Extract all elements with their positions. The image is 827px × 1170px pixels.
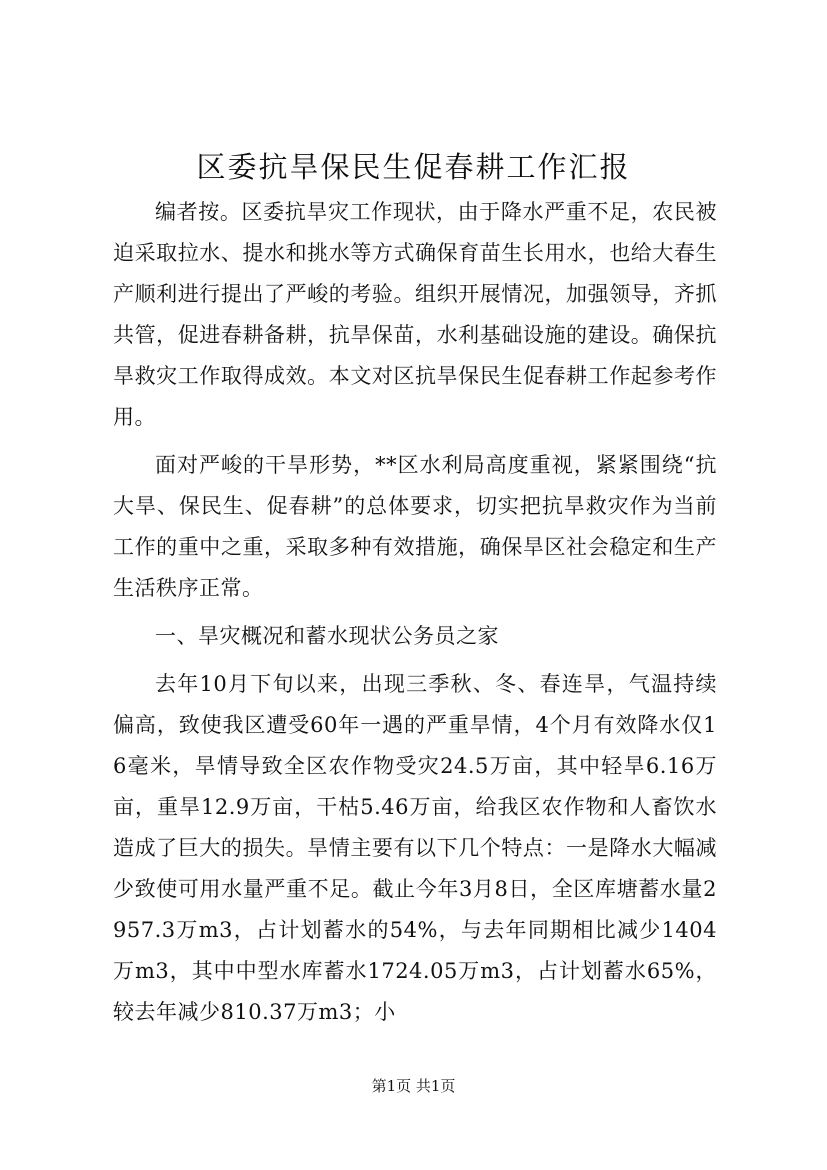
- page-number: 第1页 共1页: [371, 1077, 456, 1095]
- document-title: 区委抗旱保民生促春耕工作汇报: [196, 150, 631, 184]
- paragraph-drought-overview: 去年10月下旬以来，出现三季秋、冬、春连旱，气温持续偏高，致使我区遭受60年一遇的严重旱情，4个月有效降水仅16毫米，旱情导致全区农作物受灾24.5万亩，其中轻旱6.16万亩，重旱12.9万亩，干枯5.46万亩，给我区农作物和人畜饮水造成了巨大的损失。旱情主要有以下几个特点：一是降水大幅减少致使可用水量严重不足。截止今年3月8日，全区库塘蓄水量2957.3万m3，占计划蓄水的54%，与去年同期相比减少1404万m3，其中中型水库蓄水1724.05万m3，占计划蓄水65%，较去年减少810.37万m3；小: [113, 672, 717, 1024]
- document-body: [113, 192, 717, 1033]
- paragraph-editor-note: 编者按。区委抗旱灾工作现状，由于降水严重不足，农民被迫采取拉水、提水和挑水等方式确保育苗生长用水，也给大春生产顺利进行提出了严峻的考验。组织开展情况，加强领导，齐抓共管，促进春耕备耕，抗旱保苗，水利基础设施的建设。确保抗旱救灾工作取得成效。本文对区抗旱保民生促春耕工作起参考作用。: [113, 200, 717, 429]
- section-heading: 一、旱灾概况和蓄水现状公务员之家: [155, 624, 499, 648]
- paragraph-intro: 面对严峻的干旱形势，**区水利局高度重视，紧紧围绕“抗大旱、保民生、促春耕”的总体要求，切实把抗旱救灾作为当前工作的重中之重，采取多种有效措施，确保旱区社会稳定和生产生活秩序正常。: [113, 453, 717, 600]
